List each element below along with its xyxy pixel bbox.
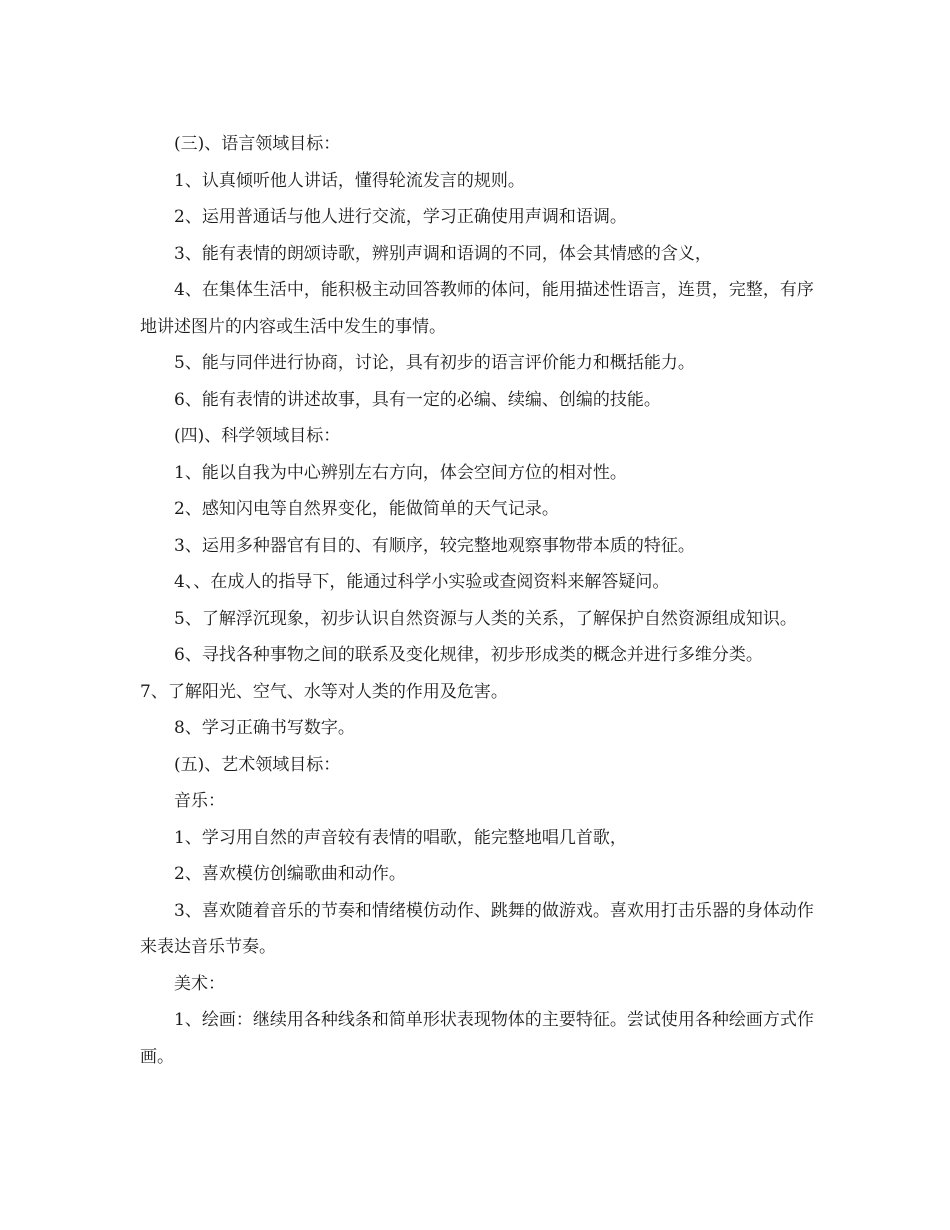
science-goal-6: 6、寻找各种事物之间的联系及变化规律，初步形成类的概念并进行多维分类。 — [174, 645, 763, 665]
science-goal-2: 2、感知闪电等自然界变化，能做简单的天气记录。 — [174, 499, 559, 519]
language-goal-4: 4、在集体生活中，能积极主动回答教师的体问，能用描述性语言，连贯，完整，有序地讲述图片的内容或生活中发生的事情。 — [140, 280, 814, 337]
section-heading-art: (五)、艺术领域目标： — [174, 754, 341, 775]
science-goal-7: 7、了解阳光、空气、水等对人类的作用及危害。 — [140, 681, 508, 702]
section-heading-science: (四)、科学领域目标： — [174, 426, 341, 446]
science-goal-5: 5、了解浮沉现象，初步认识自然资源与人类的关系，了解保护自然资源组成知识。 — [174, 608, 797, 629]
science-goal-4: 4、、在成人的指导下，能通过科学小实验或查阅资料来解答疑问。 — [174, 572, 670, 592]
science-goal-1: 1、能以自我为中心辨别左右方向，体会空间方位的相对性。 — [174, 462, 627, 483]
language-goal-6: 6、能有表情的讲述故事，具有一定的必编、续编、创编的技能。 — [174, 389, 661, 410]
science-goal-3: 3、运用多种器官有目的、有顺序，较完整地观察事物带本质的特征。 — [174, 535, 695, 556]
music-goal-3: 3、喜欢随着音乐的节奏和情绪模仿动作、跳舞的做游戏。喜欢用打击乐器的身体动作来表达音乐节奏。 — [140, 900, 814, 957]
fine-art-goal-1: 1、绘画：继续用各种线条和简单形状表现物体的主要特征。尝试使用各种绘画方式作画。 — [140, 1010, 814, 1067]
language-goal-3: 3、能有表情的朗颂诗歌，辨别声调和语调的不同，体会其情感的含义， — [174, 243, 712, 264]
music-goal-2: 2、喜欢模仿创编歌曲和动作。 — [174, 864, 406, 884]
subheading-fine-art: 美术： — [174, 973, 225, 994]
section-heading-language: (三)、语言领域目标： — [174, 134, 341, 154]
music-goal-1: 1、学习用自然的声音较有表情的唱歌，能完整地唱几首歌， — [174, 827, 627, 848]
subheading-music: 音乐： — [174, 791, 225, 811]
science-goal-8: 8、学习正确书写数字。 — [174, 718, 355, 738]
language-goal-5: 5、能与同伴进行协商，讨论，具有初步的语言评价能力和概括能力。 — [174, 353, 695, 373]
language-goal-2: 2、运用普通话与他人进行交流，学习正确使用声调和语调。 — [174, 207, 627, 227]
language-goal-1: 1、认真倾听他人讲话，懂得轮流发言的规则。 — [174, 170, 525, 191]
document-body — [140, 126, 815, 1075]
